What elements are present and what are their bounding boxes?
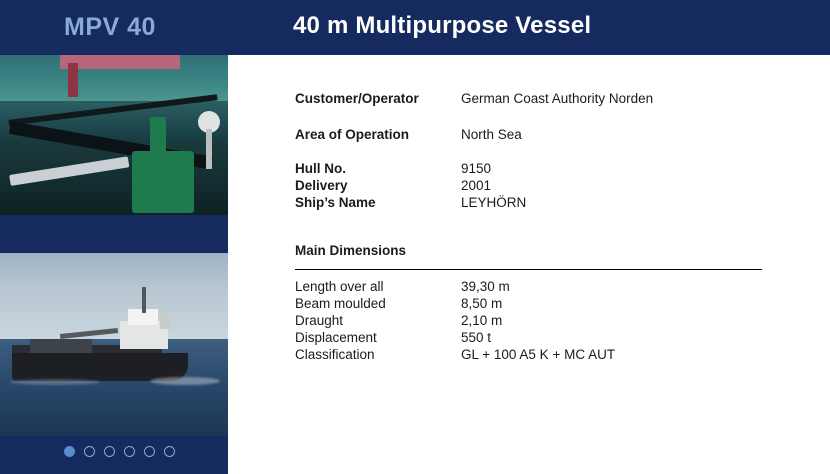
spec-group-primary [295, 90, 795, 107]
specification-panel [228, 55, 830, 474]
photo2-funnel [160, 313, 170, 329]
spec-value: 8,50 m [461, 296, 503, 311]
spec-value: LEYHÖRN [461, 195, 527, 210]
photo1-green-structure [132, 151, 194, 213]
spec-row-hull-no [295, 160, 795, 177]
spec-group-identity [295, 160, 795, 211]
photo1-upper-structure [60, 55, 180, 69]
spec-group-dimensions [295, 278, 795, 363]
spec-label: Ship’s Name [295, 195, 376, 210]
page-header [0, 0, 830, 55]
spec-label: Delivery [295, 178, 348, 193]
gallery-dot-5[interactable] [144, 446, 155, 457]
main-dimensions-heading: Main Dimensions [295, 243, 407, 258]
spec-value: GL + 100 A5 K + MC AUT [461, 347, 616, 362]
gallery-dot-1[interactable] [64, 446, 75, 457]
spec-value: 9150 [461, 161, 492, 176]
section-divider [295, 269, 762, 270]
gallery-dot-4[interactable] [124, 446, 135, 457]
gallery-dot-6[interactable] [164, 446, 175, 457]
spec-value: North Sea [461, 127, 522, 142]
gallery-dot-2[interactable] [84, 446, 95, 457]
spec-row-draught [295, 312, 795, 329]
spec-label: Hull No. [295, 161, 346, 176]
spec-value: 550 t [461, 330, 492, 345]
spec-value: German Coast Authority Norden [461, 91, 654, 106]
spec-label: Area of Operation [295, 127, 410, 142]
spec-row-delivery [295, 177, 795, 194]
spec-label: Displacement [295, 330, 377, 345]
spec-label: Classification [295, 347, 375, 362]
spec-label: Draught [295, 313, 344, 328]
photo2-wake-stern [10, 379, 100, 385]
page-title: 40 m Multipurpose Vessel [293, 12, 592, 39]
spec-label: Length over all [295, 279, 384, 294]
spec-group-area [295, 126, 795, 143]
spec-label: Beam moulded [295, 296, 386, 311]
image-sidebar [0, 55, 228, 474]
spec-row-ship-name [295, 194, 795, 211]
spec-label: Customer/Operator [295, 91, 419, 106]
photo2-wake-bow [150, 377, 220, 385]
gallery-pagination[interactable] [64, 446, 175, 457]
photo2-cargo-deck [30, 339, 92, 353]
spec-row-area [295, 126, 795, 143]
photo1-mast [206, 129, 212, 169]
spec-row-length [295, 278, 795, 295]
spec-row-displacement [295, 329, 795, 346]
spec-row-classification [295, 346, 795, 363]
product-code: MPV 40 [64, 13, 156, 41]
photo2-mast [142, 287, 146, 313]
gallery-dot-3[interactable] [104, 446, 115, 457]
spec-value: 2001 [461, 178, 492, 193]
spec-row-beam [295, 295, 795, 312]
spec-value: 2,10 m [461, 313, 503, 328]
deck-crane-photo[interactable] [0, 55, 228, 215]
spec-value: 39,30 m [461, 279, 510, 294]
spec-row-customer [295, 90, 795, 107]
photo1-red-post [68, 63, 78, 97]
photo2-hull [12, 353, 188, 381]
vessel-at-sea-photo[interactable] [0, 253, 228, 436]
